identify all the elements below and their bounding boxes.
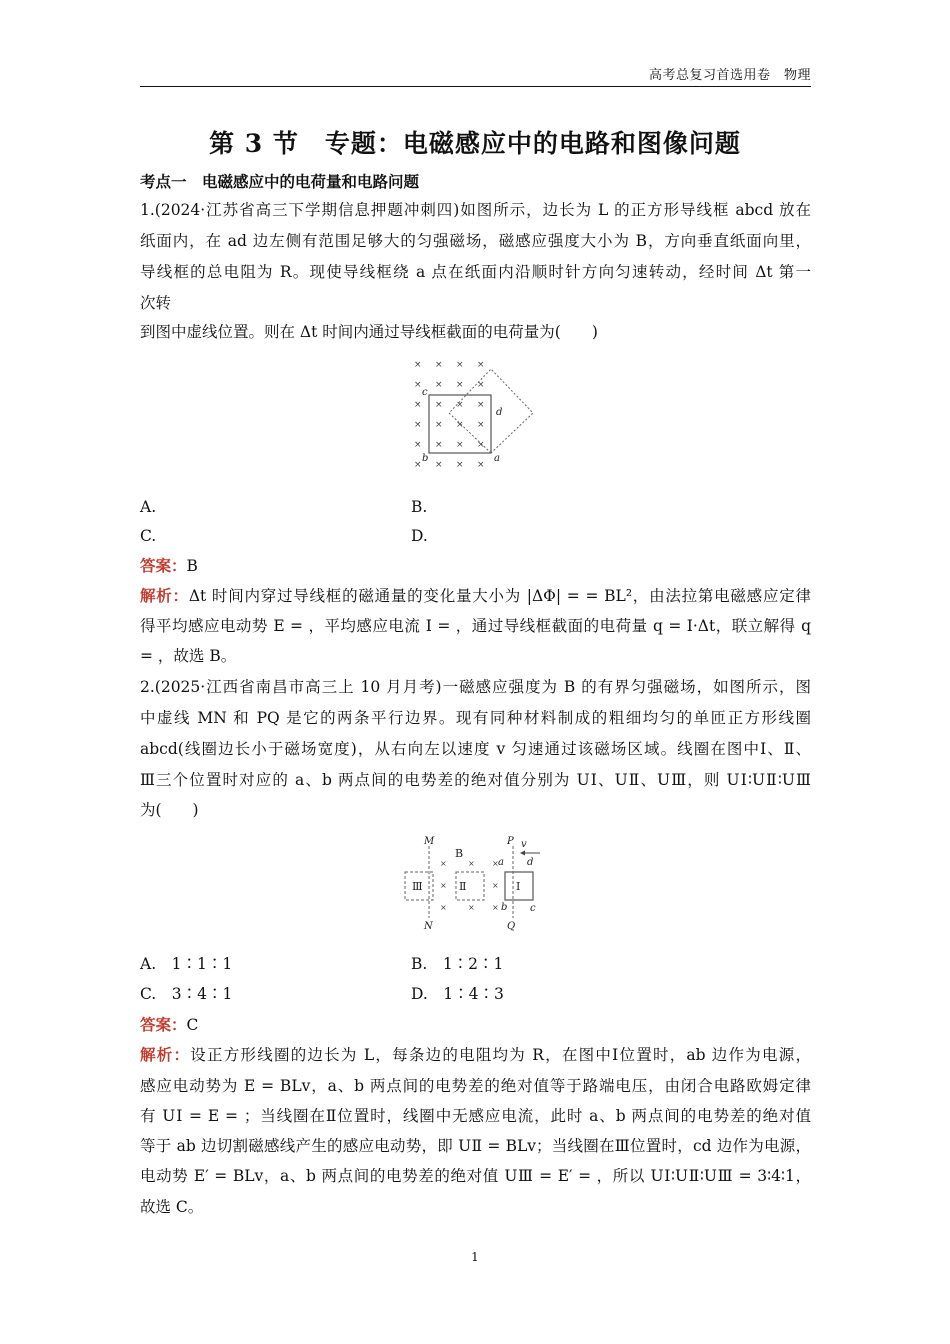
svg-text:×: × — [435, 380, 443, 390]
q2-analysis-line-4: 等于 ab 边切割磁感线产生的感应电动势，即 UⅡ = BLv；当线圈在Ⅲ位置时，cd 边作为电源， — [140, 1137, 811, 1155]
answer-value: B — [186, 557, 198, 575]
q2-option-d: D. 1∶4∶3 — [411, 985, 504, 1003]
svg-text:×: × — [414, 440, 422, 450]
q1-line-2: 纸面内，在 ad 边左侧有范围足够大的匀强磁场，磁感应强度大小为 B，方向垂直纸面向里， — [140, 232, 811, 250]
q1-analysis-line-2: 得平均感应电动势 E = ，平均感应电流 I = ，通过导线框截面的电荷量 q = I·Δt，联立解得 q — [140, 617, 811, 635]
q1-option-b: B. — [411, 498, 428, 516]
q2-line-1: 2.(2025·江西省南昌市高三上 10 月月考)一磁感应强度为 B 的有界匀强磁场，如图所示，图 — [140, 678, 811, 696]
svg-text:×: × — [440, 881, 447, 890]
svg-text:×: × — [456, 420, 464, 430]
svg-text:×: × — [468, 903, 475, 912]
svg-text:v: v — [521, 839, 527, 850]
label-a: a — [494, 453, 500, 464]
label-c: c — [422, 387, 428, 398]
label-b: b — [422, 453, 429, 464]
q2-analysis-line-3: 有 UⅠ = E = ；当线圈在Ⅱ位置时，线圈中无感应电流，此时 a、b 两点间的电势差的绝对值 — [140, 1107, 811, 1125]
q2-line-3: abcd(线圈边长小于磁场宽度)，从右向左以速度 v 匀速通过该磁场区域。线圈在图中Ⅰ、Ⅱ、 — [140, 740, 811, 758]
q2-option-c: C. 3∶4∶1 — [140, 985, 233, 1003]
q1-option-d: D. — [411, 527, 428, 545]
svg-text:×: × — [477, 440, 485, 450]
q1-option-c: C. — [140, 527, 157, 545]
q1-line-4: 次转 — [140, 294, 172, 312]
q1-option-a: A. — [140, 498, 157, 516]
q2-option-a: A. 1∶1∶1 — [140, 955, 233, 973]
svg-text:Ⅱ: Ⅱ — [459, 880, 467, 893]
q1-line-1: 1.(2024·江苏省高三下学期信息押题冲刺四)如图所示，边长为 L 的正方形导线框 abcd 放在 — [140, 201, 811, 219]
answer-label: 答案： — [140, 556, 187, 575]
svg-text:M: M — [424, 836, 435, 847]
svg-text:×: × — [456, 440, 464, 450]
q1-answer — [140, 556, 811, 576]
svg-text:×: × — [414, 420, 422, 430]
answer-label: 答案： — [140, 1015, 187, 1034]
page-header: 高考总复习首选用卷 物理 — [140, 64, 811, 87]
q2-line-4: Ⅲ三个位置时对应的 a、b 两点间的电势差的绝对值分别为 UⅠ、UⅡ、UⅢ，则 UⅠ∶UⅡ∶UⅢ — [140, 771, 811, 789]
svg-text:×: × — [440, 903, 447, 912]
svg-text:B: B — [455, 847, 464, 860]
q2-analysis-line-5: 电动势 E′ = BLv，a、b 两点间的电势差的绝对值 UⅢ = E′ = ，所以 UⅠ∶UⅡ∶UⅢ = 3∶4∶1， — [140, 1167, 811, 1185]
svg-text:×: × — [440, 859, 447, 868]
svg-text:×: × — [414, 460, 422, 470]
svg-text:b: b — [501, 902, 508, 913]
svg-text:×: × — [456, 400, 464, 410]
q1-analysis-line-1: 解析：Δt 时间内穿过导线框的磁通量的变化量大小为 |ΔΦ| = = BL²，由法拉第电磁感应定律 — [140, 586, 811, 605]
svg-text:×: × — [477, 400, 485, 410]
page-number: 1 — [471, 1250, 479, 1264]
svg-text:×: × — [435, 360, 443, 370]
svg-text:×: × — [477, 460, 485, 470]
q2-figure — [400, 832, 550, 936]
q1-analysis-line-3: = ，故选 B。 — [140, 647, 237, 665]
svg-text:×: × — [456, 360, 464, 370]
q2-line-2: 中虚线 MN 和 PQ 是它的两条平行边界。现有同种材料制成的粗细均匀的单匝正方形线圈 — [140, 709, 811, 727]
svg-text:×: × — [477, 360, 485, 370]
svg-text:×: × — [456, 380, 464, 390]
svg-text:×: × — [477, 420, 485, 430]
q2-answer — [140, 1015, 811, 1035]
svg-text:N: N — [424, 921, 433, 932]
q2-analysis-line-6: 故选 C。 — [140, 1198, 204, 1216]
svg-text:×: × — [492, 903, 499, 912]
q2-option-b: B. 1∶2∶1 — [411, 955, 504, 973]
svg-text:×: × — [435, 400, 443, 410]
svg-text:P: P — [507, 836, 514, 847]
q2-analysis-line-1: 解析：设正方形线圈的边长为 L，每条边的电阻均为 R，在图中Ⅰ位置时，ab 边作为电源， — [140, 1045, 811, 1064]
svg-text:×: × — [435, 460, 443, 470]
svg-text:×: × — [477, 380, 485, 390]
q2-line-5: 为( ) — [140, 801, 199, 819]
section-heading: 考点一 电磁感应中的电荷量和电路问题 — [140, 172, 420, 191]
svg-text:×: × — [414, 400, 422, 410]
svg-text:×: × — [468, 859, 475, 868]
svg-text:Ⅰ: Ⅰ — [516, 880, 521, 893]
q1-line-5: 到图中虚线位置。则在 Δt 时间内通过导线框截面的电荷量为( ) — [140, 323, 598, 341]
q1-line-3: 导线框的总电阻为 R。现使导线框绕 a 点在纸面内沿顺时针方向匀速转动，经时间 Δt 第一 — [140, 263, 811, 281]
svg-text:×: × — [435, 440, 443, 450]
svg-text:×: × — [492, 881, 499, 890]
svg-text:×: × — [435, 420, 443, 430]
svg-text:×: × — [492, 859, 499, 868]
svg-text:d: d — [527, 857, 534, 868]
svg-text:Ⅲ: Ⅲ — [412, 880, 423, 893]
label-d: d — [496, 407, 503, 418]
analysis-label: 解析： — [140, 586, 189, 605]
svg-text:×: × — [456, 460, 464, 470]
svg-text:Q: Q — [507, 921, 516, 932]
svg-text:c: c — [530, 903, 536, 914]
svg-text:×: × — [414, 360, 422, 370]
svg-text:×: × — [414, 380, 422, 390]
analysis-label: 解析： — [140, 1045, 191, 1064]
page-title: 第 3 节 专题：电磁感应中的电路和图像问题 — [209, 129, 741, 158]
q1-figure — [405, 355, 545, 475]
q2-analysis-line-2: 感应电动势为 E = BLv，a、b 两点间的电势差的绝对值等于路端电压，由闭合电路欧姆定律 — [140, 1077, 811, 1095]
answer-value: C — [186, 1016, 199, 1034]
svg-text:a: a — [498, 857, 504, 868]
